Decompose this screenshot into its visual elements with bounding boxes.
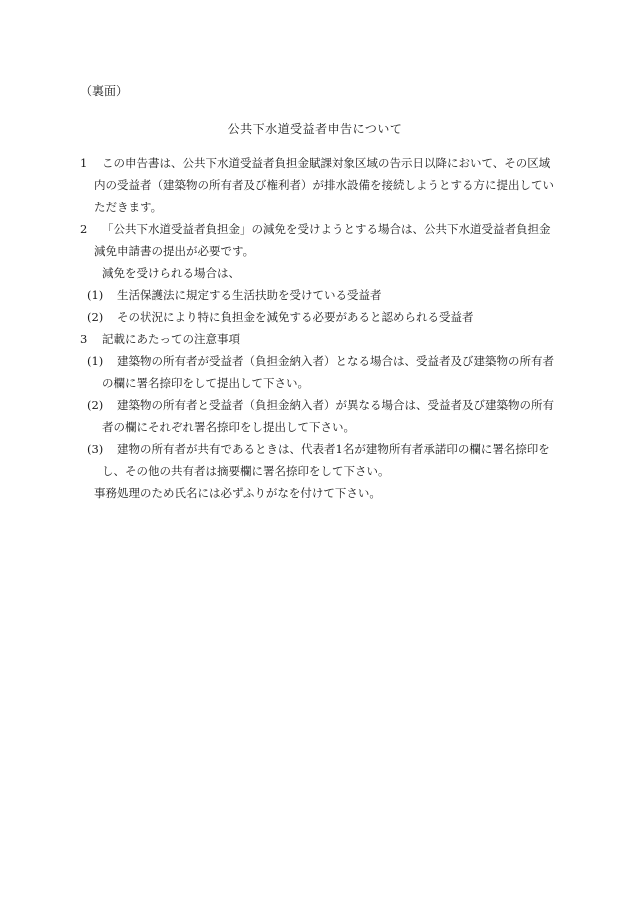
sub-number: (1)	[87, 288, 104, 302]
item-2-line-1: 2 「公共下水道受益者負担金」の減免を受けようとする場合は、公共下水道受益者負担金	[80, 218, 555, 240]
item-2-sub-2: (2) その状況により特に負担金を減免する必要があると認められる受益者	[80, 306, 555, 328]
item-3-sub-2-line-2: 者の欄にそれぞれ署名捺印をし提出して下さい。	[102, 420, 355, 434]
item-1-line-1: 1 この申告書は、公共下水道受益者負担金賦課対象区域の告示日以降において、その区域	[80, 152, 555, 174]
sub-number: (1)	[87, 354, 104, 368]
item-3-sub-1-line-1: (1) 建築物の所有者が受益者（負担金納入者）となる場合は、受益者及び建築物の所有者	[80, 350, 555, 372]
item-3-closing-note: 事務処理のため氏名には必ずふりがなを付けて下さい。	[94, 486, 381, 500]
item-number: 1	[80, 156, 88, 170]
document-title: 公共下水道受益者申告について	[227, 122, 403, 136]
item-2-subheading: 減免を受けられる場合は、	[102, 266, 240, 280]
item-3-heading: 3 記載にあたっての注意事項	[80, 328, 555, 350]
item-3-sub-3-line-2: し、その他の共有者は摘要欄に署名捺印をして下さい。	[102, 464, 390, 478]
item-2-sub-1: (1) 生活保護法に規定する生活扶助を受けている受益者	[80, 284, 555, 306]
sub-number: (2)	[87, 310, 104, 324]
item-number: 3	[80, 332, 88, 346]
item-3-sub-3-line-1: (3) 建物の所有者が共有であるときは、代表者1名が建物所有者承諾印の欄に署名捺印を	[80, 438, 555, 460]
item-3-sub-2-line-1: (2) 建築物の所有者と受益者（負担金納入者）が異なる場合は、受益者及び建築物の所有	[80, 394, 555, 416]
sub-number: (3)	[87, 442, 104, 456]
item-3-sub-1-line-2: の欄に署名捺印をして提出して下さい。	[102, 376, 309, 390]
item-2-line-2: 減免申請書の提出が必要です。	[94, 244, 255, 258]
sub-number: (2)	[87, 398, 104, 412]
document-body	[80, 152, 555, 504]
item-1-line-3: ただきます。	[94, 200, 163, 214]
item-number: 2	[80, 222, 88, 236]
reverse-side-label: （裏面）	[80, 84, 129, 98]
item-1-line-2: 内の受益者（建築物の所有者及び権利者）が排水設備を接続しようとする方に提出してい	[94, 178, 554, 192]
